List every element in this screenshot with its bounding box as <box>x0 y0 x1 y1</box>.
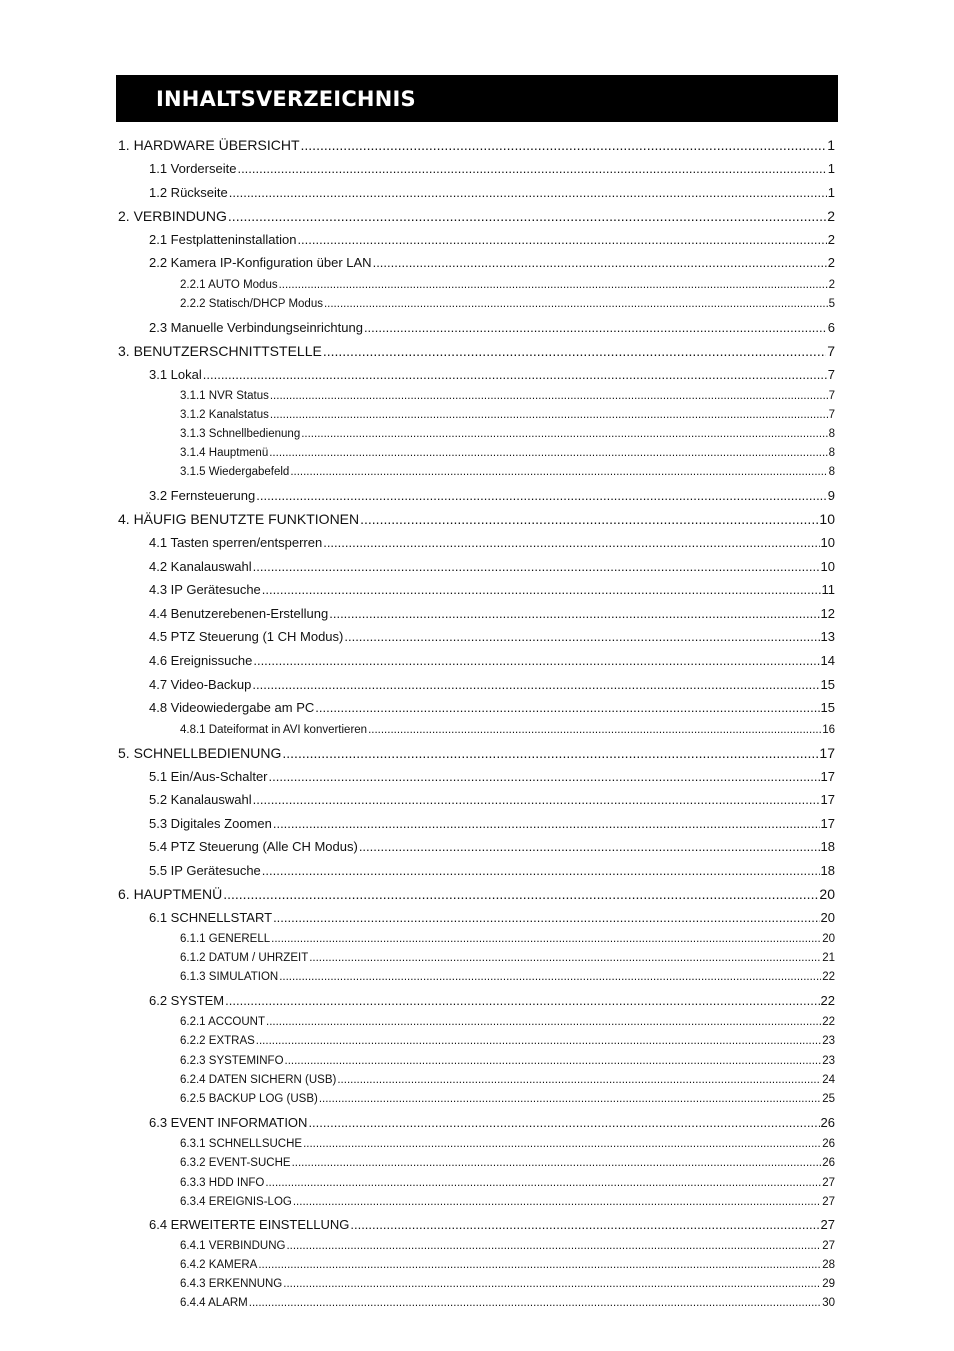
toc-entry-label: 6.4.3 ERKENNUNG <box>180 1278 283 1290</box>
toc-entry-label: 6.4.4 ALARM <box>180 1297 248 1309</box>
toc-entry[interactable] <box>149 488 835 503</box>
dot-leader <box>265 1177 821 1189</box>
toc-entry[interactable] <box>180 1055 835 1067</box>
toc-entry[interactable] <box>149 255 835 270</box>
toc-entry-page: 2 <box>827 208 835 224</box>
toc-entry-page: 27 <box>822 1240 835 1252</box>
toc-entry-label: 6.3.4 EREIGNIS-LOG <box>180 1196 292 1208</box>
toc-entry[interactable] <box>180 1093 835 1105</box>
toc-entry[interactable] <box>180 933 835 945</box>
dot-leader <box>323 535 819 550</box>
toc-entry[interactable] <box>118 886 835 902</box>
toc-entry[interactable] <box>180 952 835 964</box>
toc-entry-page: 12 <box>820 606 835 621</box>
dot-leader <box>269 447 827 459</box>
toc-entry-label: 3.1.1 NVR Status <box>180 390 269 402</box>
toc-entry[interactable] <box>180 390 835 402</box>
toc-entry[interactable] <box>149 700 835 715</box>
dot-leader <box>262 582 821 597</box>
toc-entry-label: 2. VERBINDUNG <box>118 208 227 224</box>
toc-entry-label: 1. HARDWARE ÜBERSICHT <box>118 137 300 153</box>
toc-entry[interactable] <box>149 863 835 878</box>
toc-entry-label: 3.1 Lokal <box>149 367 202 382</box>
dot-leader <box>270 409 828 421</box>
dot-leader <box>337 1074 821 1086</box>
toc-entry-page: 17 <box>819 745 835 761</box>
dot-leader <box>303 1138 821 1150</box>
toc-entry-page: 29 <box>822 1278 835 1290</box>
dot-leader <box>253 653 819 668</box>
dot-leader <box>253 792 820 807</box>
toc-entry[interactable] <box>180 466 835 478</box>
toc-entry-label: 6.1.1 GENERELL <box>180 933 271 945</box>
toc-entry-label: 6.4.1 VERBINDUNG <box>180 1240 286 1252</box>
toc-entry-label: 6.3.3 HDD INFO <box>180 1177 265 1189</box>
toc-entry[interactable] <box>180 428 835 440</box>
toc-entry-page: 9 <box>827 488 835 503</box>
toc-entry-label: 4.8.1 Dateiformat in AVI konvertieren <box>180 724 368 736</box>
toc-entry-page: 10 <box>819 511 835 527</box>
dot-leader <box>350 1217 819 1232</box>
toc-entry-label: 6.4.2 KAMERA <box>180 1259 258 1271</box>
toc-entry-label: 6.2 SYSTEM <box>149 993 225 1008</box>
toc-entry-label: 5. SCHNELLBEDIENUNG <box>118 745 282 761</box>
toc-entry-label: 4.5 PTZ Steuerung (1 CH Modus) <box>149 629 344 644</box>
dot-leader <box>249 1297 821 1309</box>
toc-entry-label: 5.5 IP Gerätesuche <box>149 863 261 878</box>
toc-entry[interactable] <box>149 839 835 854</box>
toc-entry-label: 3.1.4 Hauptmenü <box>180 447 269 459</box>
toc-entry-label: 1.1 Vorderseite <box>149 161 237 176</box>
dot-leader <box>301 428 827 440</box>
toc-entry-label: 6.1.2 DATUM / UHRZEIT <box>180 952 309 964</box>
toc-entry-label: 6.2.2 EXTRAS <box>180 1035 255 1047</box>
dot-leader <box>282 745 818 761</box>
toc-entry[interactable] <box>118 343 835 359</box>
toc-entry[interactable] <box>149 535 835 550</box>
toc-entry[interactable] <box>149 232 835 247</box>
dot-leader <box>359 839 820 854</box>
dot-leader <box>323 343 826 359</box>
toc-entry[interactable] <box>180 279 835 291</box>
dot-leader <box>258 1259 821 1271</box>
toc-entry[interactable] <box>149 910 835 925</box>
toc-entry[interactable] <box>180 724 835 736</box>
dot-leader <box>269 769 820 784</box>
dot-leader <box>301 137 827 153</box>
toc-entry[interactable] <box>149 320 835 335</box>
toc-entry[interactable] <box>149 1115 835 1130</box>
toc-entry-page: 26 <box>820 1115 835 1130</box>
toc-entry-label: 4.3 IP Gerätesuche <box>149 582 261 597</box>
toc-entry-page: 1 <box>827 137 835 153</box>
dot-leader <box>223 886 818 902</box>
toc-entry[interactable] <box>180 1035 835 1047</box>
toc-entry-page: 10 <box>820 559 835 574</box>
dot-leader <box>344 629 819 644</box>
toc-entry-label: 4. HÄUFIG BENUTZTE FUNKTIONEN <box>118 511 360 527</box>
toc-entry[interactable] <box>180 1196 835 1208</box>
toc-entry-label: 4.8 Videowiedergabe am PC <box>149 700 315 715</box>
toc-entry-label: 2.3 Manuelle Verbindungseinrichtung <box>149 320 363 335</box>
toc-entry-page: 10 <box>820 535 835 550</box>
toc-entry-page: 2 <box>827 255 835 270</box>
toc-entry-page: 23 <box>822 1055 835 1067</box>
toc-entry[interactable] <box>180 971 835 983</box>
toc-entry-label: 6.4 ERWEITERTE EINSTELLUNG <box>149 1217 350 1232</box>
dot-leader <box>285 1055 822 1067</box>
toc-entry-page: 11 <box>821 582 835 597</box>
toc-entry-label: 6.2.5 BACKUP LOG (USB) <box>180 1093 318 1105</box>
toc-entry-label: 4.2 Kanalauswahl <box>149 559 252 574</box>
dot-leader <box>253 559 820 574</box>
toc-entry[interactable] <box>118 208 835 224</box>
toc-entry[interactable] <box>149 185 835 200</box>
toc-entry-page: 6 <box>827 320 835 335</box>
toc-entry-page: 8 <box>828 447 835 459</box>
toc-entry-page: 27 <box>820 1217 835 1232</box>
toc-entry[interactable] <box>118 511 835 527</box>
toc-entry-page: 17 <box>820 816 835 831</box>
toc-entry-page: 27 <box>822 1177 835 1189</box>
dot-leader <box>271 933 821 945</box>
toc-entry-label: 6.2.1 ACCOUNT <box>180 1016 265 1028</box>
toc-entry-page: 27 <box>822 1196 835 1208</box>
dot-leader <box>283 1278 821 1290</box>
toc-entry-page: 14 <box>820 653 835 668</box>
toc-entry-label: 6.3 EVENT INFORMATION <box>149 1115 308 1130</box>
dot-leader <box>273 816 820 831</box>
dot-leader <box>256 488 827 503</box>
toc-entry-page: 17 <box>820 769 835 784</box>
toc-entry-label: 4.1 Tasten sperren/entsperren <box>149 535 323 550</box>
toc-entry-label: 6.2.3 SYSTEMINFO <box>180 1055 284 1067</box>
toc-entry-page: 1 <box>827 161 835 176</box>
toc-entry-label: 6.3.1 SCHNELLSUCHE <box>180 1138 303 1150</box>
dot-leader <box>290 466 827 478</box>
toc-entry-label: 6.1 SCHNELLSTART <box>149 910 273 925</box>
toc-entry-page: 23 <box>822 1035 835 1047</box>
dot-leader <box>228 208 826 224</box>
toc-entry-label: 6.2.4 DATEN SICHERN (USB) <box>180 1074 337 1086</box>
toc-entry-label: 2.1 Festplatteninstallation <box>149 232 297 247</box>
page-title: INHALTSVERZEICHNIS <box>156 86 416 111</box>
toc-entry-page: 13 <box>820 629 835 644</box>
dot-leader <box>229 185 827 200</box>
dot-leader <box>293 1196 821 1208</box>
toc-entry[interactable] <box>149 161 835 176</box>
dot-leader <box>364 320 827 335</box>
toc-entry[interactable] <box>149 559 835 574</box>
toc-entry-label: 3.2 Fernsteuerung <box>149 488 256 503</box>
toc-entry-label: 1.2 Rückseite <box>149 185 228 200</box>
toc-entry[interactable] <box>180 1297 835 1309</box>
toc-entry-page: 2 <box>828 279 835 291</box>
dot-leader <box>373 255 827 270</box>
toc-entry-label: 6.1.3 SIMULATION <box>180 971 279 983</box>
toc-entry-page: 15 <box>820 677 835 692</box>
dot-leader <box>319 1093 821 1105</box>
toc-entry[interactable] <box>149 792 835 807</box>
toc-entry-page: 24 <box>822 1074 835 1086</box>
toc-entry-page: 5 <box>828 298 835 310</box>
dot-leader <box>324 298 828 310</box>
toc-entry-page: 8 <box>828 428 835 440</box>
toc-entry[interactable] <box>118 137 835 153</box>
toc-entry[interactable] <box>149 582 835 597</box>
toc-entry[interactable] <box>149 606 835 621</box>
toc-entry-label: 5.1 Ein/Aus-Schalter <box>149 769 268 784</box>
dot-leader <box>286 1240 821 1252</box>
toc-entry-label: 6.3.2 EVENT-SUCHE <box>180 1157 291 1169</box>
dot-leader <box>256 1035 821 1047</box>
toc-entry-page: 8 <box>828 466 835 478</box>
toc-entry-label: 5.2 Kanalauswahl <box>149 792 252 807</box>
toc-entry-label: 4.4 Benutzerebenen-Erstellung <box>149 606 329 621</box>
toc-entry-label: 3.1.2 Kanalstatus <box>180 409 269 421</box>
toc-entry-label: 3.1.5 Wiedergabefeld <box>180 466 290 478</box>
toc-entry-label: 3.1.3 Schnellbedienung <box>180 428 301 440</box>
toc-entry-page: 22 <box>820 993 835 1008</box>
dot-leader <box>273 910 819 925</box>
toc-entry-label: 5.4 PTZ Steuerung (Alle CH Modus) <box>149 839 358 854</box>
toc-entry[interactable] <box>149 677 835 692</box>
toc-entry[interactable] <box>180 1016 835 1028</box>
dot-leader <box>279 971 821 983</box>
toc-entry-page: 30 <box>822 1297 835 1309</box>
dot-leader <box>315 700 819 715</box>
toc-entry-label: 4.7 Video-Backup <box>149 677 252 692</box>
toc-entry[interactable] <box>149 1217 835 1232</box>
dot-leader <box>237 161 826 176</box>
toc-entry-page: 1 <box>827 185 835 200</box>
toc-entry-page: 7 <box>827 367 835 382</box>
toc-entry[interactable] <box>180 1138 835 1150</box>
toc-entry[interactable] <box>180 1240 835 1252</box>
dot-leader <box>329 606 819 621</box>
toc-entry-label: 2.2 Kamera IP-Konfiguration über LAN <box>149 255 372 270</box>
toc-entry-page: 26 <box>822 1138 835 1150</box>
toc-entry[interactable] <box>149 993 835 1008</box>
toc-entry-label: 2.2.1 AUTO Modus <box>180 279 278 291</box>
toc-entry-page: 16 <box>822 724 835 736</box>
dot-leader <box>297 232 826 247</box>
toc-entry-page: 18 <box>820 839 835 854</box>
toc-entry-page: 20 <box>820 910 835 925</box>
toc-entry-label: 6. HAUPTMENÜ <box>118 886 223 902</box>
toc-entry[interactable] <box>149 653 835 668</box>
toc-entry[interactable] <box>149 816 835 831</box>
toc-entry-page: 20 <box>822 933 835 945</box>
dot-leader <box>266 1016 821 1028</box>
toc-entry[interactable] <box>180 1157 835 1169</box>
toc-entry-page: 15 <box>820 700 835 715</box>
toc-entry[interactable] <box>149 629 835 644</box>
toc-entry[interactable] <box>180 1177 835 1189</box>
dot-leader <box>368 724 821 736</box>
dot-leader <box>225 993 819 1008</box>
dot-leader <box>292 1157 822 1169</box>
dot-leader <box>309 952 821 964</box>
dot-leader <box>270 390 828 402</box>
dot-leader <box>360 511 818 527</box>
toc-entry-page: 18 <box>820 863 835 878</box>
toc-entry[interactable] <box>180 447 835 459</box>
toc-entry-page: 7 <box>828 409 835 421</box>
toc-entry-label: 4.6 Ereignissuche <box>149 653 253 668</box>
toc-entry-page: 7 <box>828 390 835 402</box>
toc-entry-page: 17 <box>820 792 835 807</box>
toc-entry-label: 3. BENUTZERSCHNITTSTELLE <box>118 343 322 359</box>
toc-entry[interactable] <box>180 1259 835 1271</box>
toc-entry[interactable] <box>180 298 835 310</box>
dot-leader <box>308 1115 819 1130</box>
toc-entry[interactable] <box>149 367 835 382</box>
toc-entry-page: 22 <box>822 971 835 983</box>
toc-entry-page: 21 <box>822 952 835 964</box>
toc-entry[interactable] <box>180 409 835 421</box>
toc-entry-page: 22 <box>822 1016 835 1028</box>
toc-entry-page: 20 <box>819 886 835 902</box>
toc-entry-page: 28 <box>822 1259 835 1271</box>
toc-entry[interactable] <box>118 745 835 761</box>
toc-entry-page: 26 <box>822 1157 835 1169</box>
toc-entry[interactable] <box>180 1278 835 1290</box>
toc-entry-label: 5.3 Digitales Zoomen <box>149 816 272 831</box>
dot-leader <box>203 367 827 382</box>
dot-leader <box>252 677 819 692</box>
toc-entry-label: 2.2.2 Statisch/DHCP Modus <box>180 298 323 310</box>
toc-entry[interactable] <box>149 769 835 784</box>
toc-entry-page: 2 <box>827 232 835 247</box>
dot-leader <box>262 863 820 878</box>
toc-entry-page: 25 <box>822 1093 835 1105</box>
toc-entry[interactable] <box>180 1074 835 1086</box>
toc-entry-page: 7 <box>827 343 835 359</box>
dot-leader <box>279 279 828 291</box>
